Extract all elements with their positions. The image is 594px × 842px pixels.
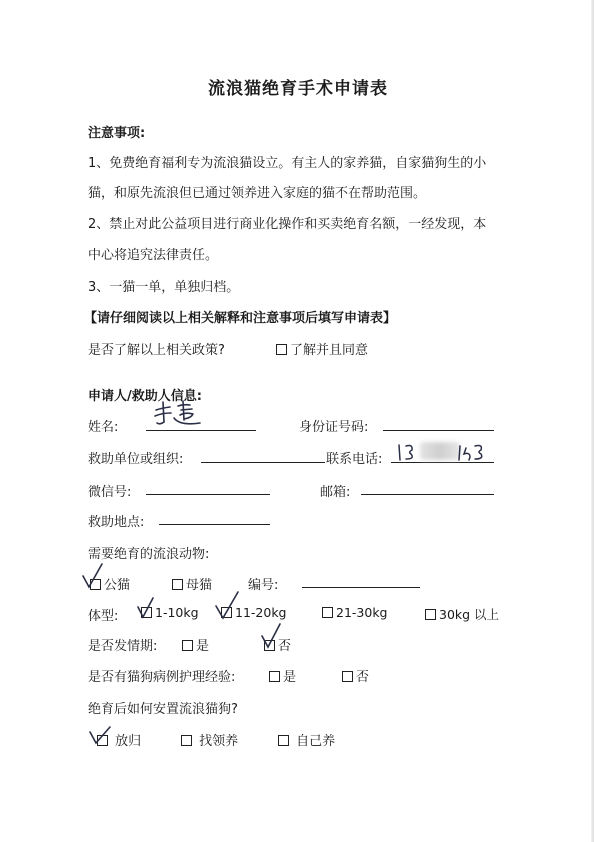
- estrus-label: 是否发情期:: [88, 639, 158, 654]
- after-adopt-checkbox[interactable]: [181, 735, 192, 746]
- female-cat-label: 母猫: [186, 578, 213, 593]
- rescue-org-field[interactable]: [201, 462, 325, 463]
- handwritten-phone-end: [456, 440, 496, 464]
- policy-agree-checkbox[interactable]: [276, 344, 287, 355]
- instruction-banner: 【请仔细阅读以上相关解释和注意事项后填写申请表】: [84, 311, 397, 326]
- policy-question: 是否了解以上相关政策?: [88, 343, 225, 358]
- experience-no-checkbox[interactable]: [342, 671, 353, 682]
- handwritten-signature: [150, 398, 210, 432]
- policy-agree-option[interactable]: [276, 339, 368, 358]
- check-mark-after-release: [86, 722, 114, 748]
- size-option-30kg-plus[interactable]: [425, 605, 499, 623]
- notice-item-1-line-1: 1、免费绝育福利专为流浪猫设立。有主人的家养猫，自家猫狗生的小: [88, 156, 487, 171]
- id-number-field[interactable]: [383, 430, 494, 431]
- size-21-30kg-label: 21-30kg: [336, 605, 388, 620]
- check-mark-estrus-no: [258, 622, 284, 652]
- estrus-yes-option[interactable]: [182, 635, 209, 654]
- email-label: 邮箱:: [320, 485, 351, 500]
- after-adopt-option[interactable]: [181, 730, 238, 749]
- wechat-field[interactable]: [146, 494, 270, 495]
- notice-item-2-line-1: 2、禁止对此公益项目进行商业化操作和买卖绝育名额，一经发现，本: [88, 217, 487, 232]
- experience-yes-label: 是: [283, 670, 297, 685]
- applicant-heading: 申请人/救助人信息:: [88, 389, 202, 404]
- experience-yes-option[interactable]: [269, 666, 296, 685]
- experience-no-option[interactable]: [342, 666, 369, 685]
- estrus-no-label: 否: [278, 639, 292, 654]
- check-mark-size-11-20kg: [212, 590, 242, 624]
- estrus-yes-checkbox[interactable]: [182, 640, 193, 651]
- notice-item-2-line-2: 中心将追究法律责任。: [88, 248, 219, 263]
- after-adopt-label: 找领养: [199, 734, 239, 749]
- check-mark-male-cat: [78, 562, 108, 592]
- rescue-org-label: 救助单位或组织:: [88, 452, 184, 467]
- number-field[interactable]: [302, 587, 420, 588]
- name-label: 姓名:: [88, 420, 119, 435]
- form-title: 流浪猫绝育手术申请表: [208, 79, 388, 99]
- id-number-label: 身份证号码:: [299, 420, 369, 435]
- experience-no-label: 否: [356, 670, 370, 685]
- after-surgery-label: 绝育后如何安置流浪猫狗?: [88, 702, 238, 717]
- wechat-label: 微信号:: [88, 485, 132, 500]
- experience-yes-checkbox[interactable]: [269, 671, 280, 682]
- notice-heading: 注意事项:: [88, 126, 146, 141]
- phone-label: 联系电话:: [326, 452, 383, 467]
- experience-label: 是否有猫狗病例护理经验:: [88, 670, 236, 685]
- after-self-option[interactable]: [278, 730, 335, 749]
- female-cat-option[interactable]: [172, 574, 212, 593]
- rescue-location-label: 救助地点:: [88, 515, 145, 530]
- notice-item-3: 3、一猫一单，单独归档。: [88, 280, 240, 295]
- size-option-21-30kg[interactable]: [322, 605, 388, 620]
- after-release-label: 放归: [115, 734, 142, 749]
- rescue-location-field[interactable]: [159, 524, 270, 525]
- size-21-30kg-checkbox[interactable]: [322, 607, 333, 618]
- size-30kg-plus-checkbox[interactable]: [425, 609, 436, 620]
- email-field[interactable]: [361, 494, 494, 495]
- size-11-20kg-label: 11-20kg: [235, 605, 287, 620]
- notice-item-1-line-2: 猫，和原先流浪但已通过领养进入家庭的猫不在帮助范围。: [88, 186, 427, 201]
- animal-heading: 需要绝育的流浪动物:: [88, 547, 210, 562]
- size-30kg-plus-label: 30kg 以上: [439, 607, 500, 622]
- number-label: 编号:: [248, 578, 279, 593]
- redacted-phone-digits: [420, 442, 460, 460]
- male-cat-label: 公猫: [104, 578, 131, 593]
- after-self-checkbox[interactable]: [278, 735, 289, 746]
- size-1-10kg-label: 1-10kg: [155, 605, 199, 620]
- policy-agree-label: 了解并且同意: [290, 343, 369, 358]
- estrus-yes-label: 是: [196, 639, 210, 654]
- after-self-label: 自己养: [296, 734, 336, 749]
- check-mark-size-1-10kg: [134, 595, 158, 623]
- female-cat-checkbox[interactable]: [172, 579, 183, 590]
- size-label: 体型:: [88, 609, 119, 624]
